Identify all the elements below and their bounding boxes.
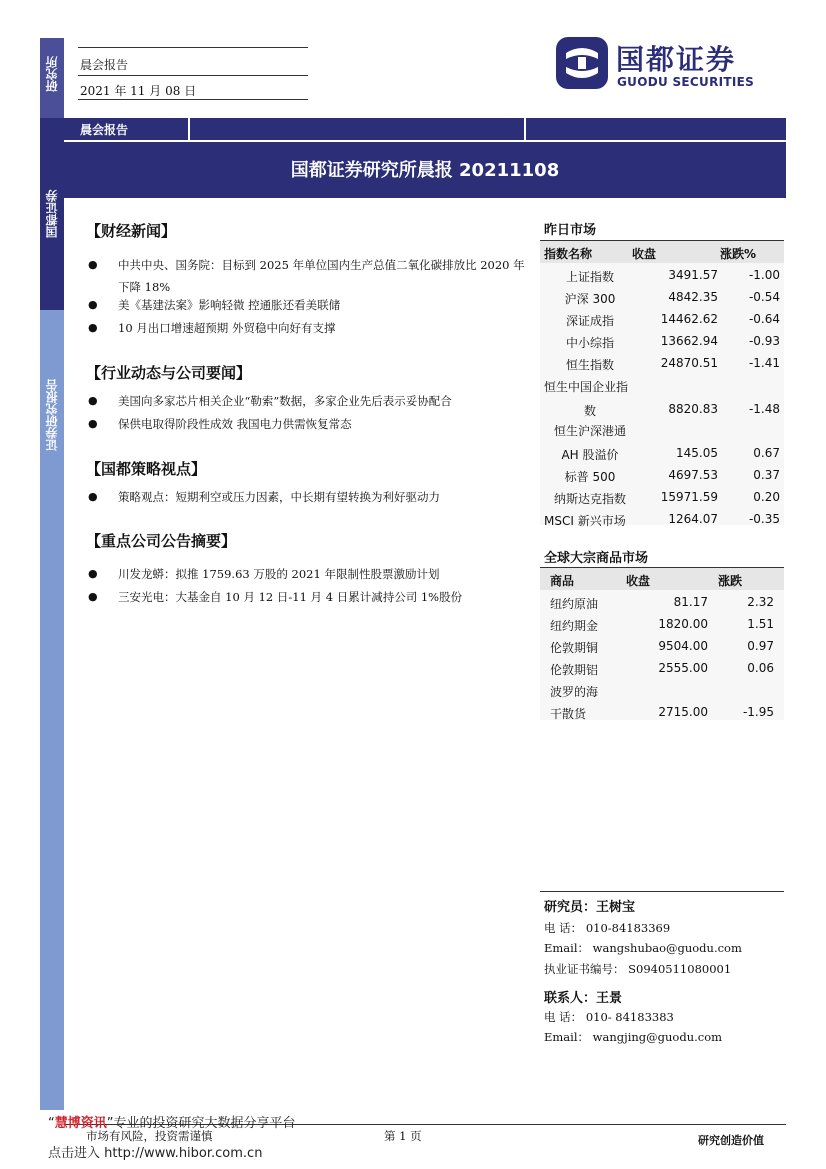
table-row: 中小综指 13662.94 -0.93: [565, 334, 780, 350]
analyst-email: Email： wangshubao@guodu.com: [544, 941, 742, 955]
bullet-icon: ●: [88, 490, 98, 503]
table-row: 纽约期金 1820.00 1.51: [550, 617, 774, 633]
section-heading-finance: 【财经新闻】: [86, 222, 177, 240]
table-row: AH 股溢价 145.05 0.67: [561, 446, 780, 462]
guodu-logo-icon: [556, 37, 608, 89]
list-item: ● 美《基建法案》影响轻微 控通胀还看美联储: [88, 294, 528, 316]
analyst-phone: 电 话： 010-84183369: [544, 921, 671, 935]
bullet-icon: ●: [88, 321, 98, 334]
table-row: MSCI 新兴市场 1264.07 -0.35: [544, 512, 780, 528]
table-row: 上证指数 3491.57 -1.00: [565, 268, 780, 284]
table-row: 纽约原油 81.17 2.32: [550, 595, 774, 611]
table-row: 干散货 2715.00 -1.95: [550, 705, 774, 721]
table-row: 伦敦期铜 9504.00 0.97: [550, 639, 774, 655]
page-title: 国都证券研究所晨报 20211108: [290, 160, 560, 181]
market-title: 昨日市场: [544, 223, 597, 238]
bullet-icon: ●: [88, 258, 98, 271]
header-rule-mid: [78, 75, 308, 76]
contact-email: Email： wangjing@guodu.com: [544, 1030, 723, 1044]
table-row: 数 8820.83 -1.48: [583, 402, 780, 418]
tab-separator: [524, 118, 526, 140]
footer-risk: 市场有风险，投资需谨慎: [86, 1129, 213, 1143]
bullet-icon: ●: [88, 590, 98, 603]
table-row: 恒生中国企业指: [544, 380, 629, 394]
watermark-line2[interactable]: 点击进入 http://www.hibor.com.cn: [48, 1146, 263, 1161]
list-item: ● 三安光电：大基金自 10 月 12 日-11 月 4 日累计减持公司 1%股份: [88, 586, 528, 608]
table-header-row: 指数名称 收盘 涨跌%: [544, 247, 757, 261]
sidebar-label-report: 证券研究报告: [45, 379, 59, 451]
header-rule-top: [78, 47, 308, 48]
report-type: 晨会报告: [80, 58, 129, 72]
tab-label: 晨会报告: [80, 123, 129, 137]
contact-person-line: 联系人：王景: [544, 991, 623, 1006]
section-heading-strategy: 【国都策略视点】: [86, 460, 207, 478]
analyst-line: 研究员：王树宝: [544, 900, 636, 915]
commodity-title: 全球大宗商品市场: [544, 551, 649, 566]
watermark-line1: “慧博资讯”专业的投资研究大数据分享平台: [48, 1116, 296, 1131]
table-row: 恒生沪深港通: [553, 424, 626, 438]
page-number: 第 1 页: [384, 1129, 422, 1143]
list-item: ● 10 月出口增速超预期 外贸稳中向好有支撑: [88, 317, 528, 339]
bullet-icon: ●: [88, 417, 98, 430]
bullet-icon: ●: [88, 394, 98, 407]
list-item: ● 美国向多家芯片相关企业“勒索”数据，多家企业先后表示妥协配合: [88, 390, 528, 412]
contact-phone: 电 话： 010- 84183383: [544, 1010, 674, 1024]
contact-name: 王景: [596, 991, 623, 1006]
section-heading-industry: 【行业动态与公司要闻】: [86, 364, 252, 382]
bullet-icon: ●: [88, 567, 98, 580]
analyst-name: 王树宝: [596, 900, 636, 915]
watermark-link[interactable]: http://www.hibor.com.cn: [104, 1146, 263, 1161]
table-row: 标普 500 4697.53 0.37: [564, 468, 780, 484]
sidebar-label-institute: 研究所: [45, 56, 59, 92]
table-row: 纳斯达克指数 15971.59 0.20: [553, 490, 780, 506]
table-header-row: 商品 收盘 涨跌: [550, 574, 743, 588]
list-item: ● 策略观点：短期利空或压力因素，中长期有望转换为利好驱动力: [88, 486, 528, 508]
tab-separator: [188, 118, 190, 140]
list-item: ● 保供电取得阶段性成效 我国电力供需恢复常态: [88, 413, 528, 435]
table-row: 深证成指 14462.62 -0.64: [565, 312, 780, 328]
section-heading-announcements: 【重点公司公告摘要】: [86, 532, 237, 550]
watermark-brand: 慧博资讯: [54, 1116, 107, 1131]
list-item: ● 中共中央、国务院：目标到 2025 年单位国内生产总值二氧化碳排放比 2020 年下降 18%: [88, 254, 528, 298]
logo-text-cn: 国都证券: [616, 43, 737, 76]
header-rule-bottom: [78, 99, 308, 100]
table-row: 恒生指数 24870.51 -1.41: [565, 356, 780, 372]
bullet-icon: ●: [88, 298, 98, 311]
table-row: 沪深 300 4842.35 -0.54: [564, 290, 780, 306]
report-date: 2021 年 11 月 08 日: [80, 84, 197, 98]
table-row: 波罗的海: [550, 685, 599, 699]
logo-text-en: GUODU SECURITIES: [617, 75, 755, 89]
list-item: ● 川发龙蟒：拟推 1759.63 万股的 2021 年限制性股票激励计划: [88, 563, 528, 585]
analyst-cert: 执业证书编号： S0940511080001: [544, 962, 732, 976]
table-row: 伦敦期铝 2555.00 0.06: [550, 661, 774, 677]
footer-slogan: 研究创造价值: [698, 1134, 764, 1147]
contact-rule: [540, 891, 784, 892]
sidebar-label-company: 国都证券: [45, 190, 59, 238]
tab-band: [64, 118, 786, 140]
